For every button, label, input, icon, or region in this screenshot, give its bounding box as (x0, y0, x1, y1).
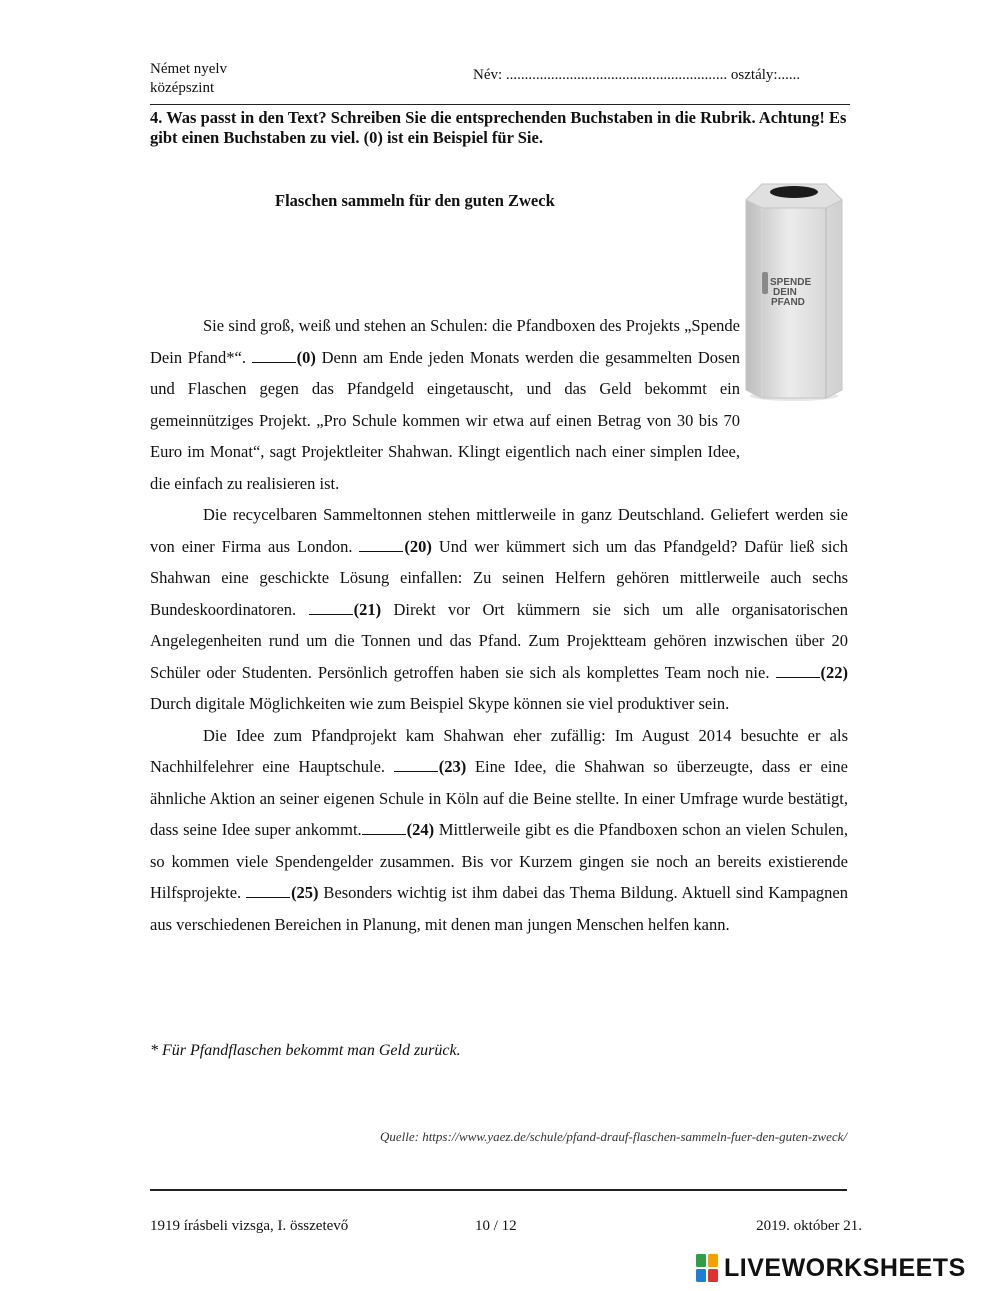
text-segment: Die Idee zum Pfandprojekt kam Shahwan eher zufällig: Im August 2014 besuchte er als Nachhilfelehrer eine Hauptschule. (150, 725, 848, 776)
task-instructions: 4. Was passt in den Text? Schreiben Sie die entsprechenden Buchstaben in die Rubrik. Achtung! Es gibt einen Buchstaben zu viel. (0) ist ein Beispiel für Sie. (150, 108, 847, 147)
article-paragraph-1 (150, 310, 848, 499)
answer-blank-0[interactable] (252, 348, 296, 363)
gap-number-20: (20) (404, 536, 432, 556)
article-paragraph-3 (150, 720, 848, 941)
text-segment: Direkt vor Ort kümmern sie sich um alle organisatorischen Angelegenheiten rund um die Tonnen und das Pfand. Zum Projektteam gehören inzwischen über 20 Schüler oder Studenten. Persönlich getroffen haben sie sich als komplettes Team noch nie. (150, 599, 849, 682)
subject-line-1: Német nyelv (150, 61, 228, 77)
text-segment: Durch digitale Möglichkeiten wie zum Beispiel Skype können sie viel produktiver sein. (150, 694, 730, 713)
pfandbox-label-line-1: SPENDE (770, 277, 812, 288)
gap-number-22: (22) (820, 662, 848, 682)
gap-number-21: (21) (353, 599, 382, 619)
text-segment: Mittlerweile gibt es die Pfandboxen schon an vielen Schulen, so kommen viele Spendengelder zusammen. Bis vor Kurzem gingen sie noch an bereits existierende Hilfsprojekte. (150, 820, 848, 902)
gap-number-0: (0) (296, 347, 316, 367)
footer-divider (150, 1189, 847, 1191)
text-segment: Die recycelbaren Sammeltonnen stehen mittlerweile in ganz Deutschland. Geliefert werden sie von einer Firma aus London. (150, 505, 848, 556)
answer-blank-22[interactable] (776, 663, 820, 678)
text-segment: Denn am Ende jeden Monats werden die gesammelten Dosen und Flaschen gegen das Pfandgeld eingetauscht, und das Geld bekommt ein gemeinnütziges Projekt. „Pro Schule kommen wir etwa auf einen Betrag von 30 bis 70 Euro im Monat“, sagt Projektleiter Shahwan. Klingt eigentlich nach einer simplen Idee, die einfach zu realisieren ist. (150, 347, 740, 493)
liveworksheets-logo-icon (696, 1254, 718, 1282)
text-segment: Sie sind groß, weiß und stehen an Schulen: die Pfandboxen des Projekts „Spende Dein Pfand*“. (150, 316, 740, 367)
subject-line-2: középszint (150, 80, 215, 96)
subject-label (150, 60, 227, 98)
pfandbox-label-line-3: PFAND (771, 297, 805, 308)
liveworksheets-logo[interactable] (696, 1253, 966, 1283)
text-segment: Besonders wichtig ist ihm dabei das Thema Bildung. Aktuell sind Kampagnen aus verschiedenen Bereichen in Planung, mit denen man jungen Menschen helfen kann. (150, 883, 848, 934)
answer-blank-21[interactable] (309, 600, 353, 615)
answer-blank-25[interactable] (246, 883, 290, 898)
article-body (150, 310, 848, 940)
exam-date: 2019. október 21. (756, 1218, 862, 1234)
article-paragraph-2 (150, 499, 848, 720)
article-title: Flaschen sammeln für den guten Zweck (275, 191, 555, 210)
source-citation: Quelle: https://www.yaez.de/schule/pfand-drauf-flaschen-sammeln-fuer-den-guten-zweck/ (379, 1129, 847, 1144)
text-segment: Und wer kümmert sich um das Pfandgeld? Dafür ließ sich Shahwan eine geschickte Lösung einfallen: Zu seinen Helfern gehören mittlerweile auch sechs Bundeskoordinatoren. (150, 536, 848, 619)
gap-number-23: (23) (438, 757, 467, 776)
pfandbox-label-line-2: DEIN (773, 287, 797, 298)
answer-blank-23[interactable] (394, 757, 438, 772)
exam-code: 1919 írásbeli vizsga, I. összetevő (150, 1218, 349, 1234)
footnote: * Für Pfandflaschen bekommt man Geld zurück. (150, 1042, 461, 1059)
answer-blank-24[interactable] (362, 820, 406, 835)
page-number: 10 / 12 (475, 1218, 517, 1234)
header-divider (150, 104, 850, 105)
name-class-field: Név: ........................................................... osztály:...... (473, 67, 801, 83)
answer-blank-20[interactable] (359, 537, 403, 552)
text-segment: Eine Idee, die Shahwan so überzeugte, dass er eine ähnliche Aktion an seiner eigenen Schule in Köln auf die Beine stellte. In einer Umfrage wurde bestätigt, dass seine Idee super ankommt. (150, 757, 848, 839)
gap-number-25: (25) (291, 883, 319, 902)
liveworksheets-wordmark: LIVEWORKSHEETS (724, 1253, 966, 1282)
gap-number-24: (24) (406, 820, 435, 839)
